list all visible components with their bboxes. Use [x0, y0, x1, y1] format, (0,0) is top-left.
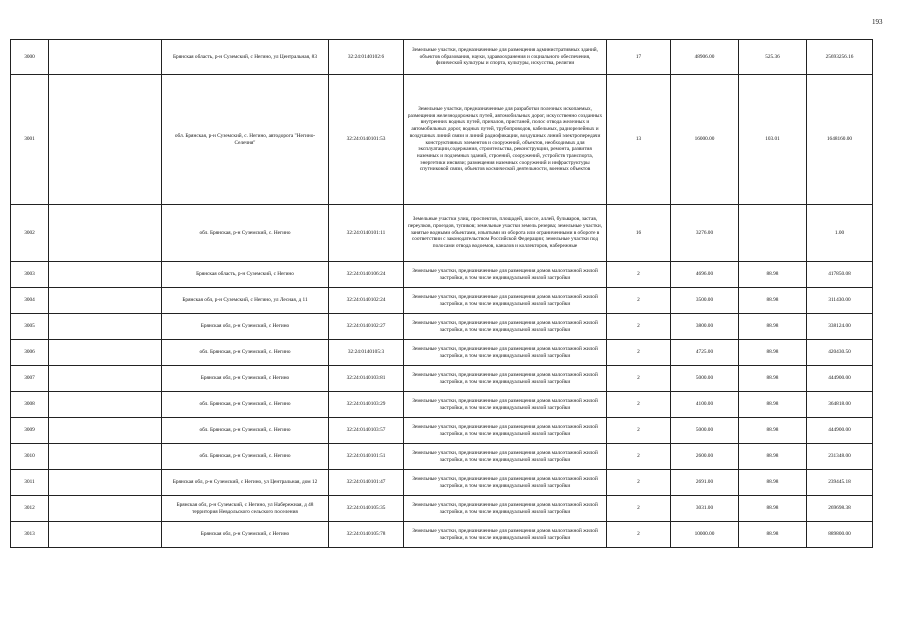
- cadastral-value: 1648160.00: [807, 75, 873, 205]
- row-number: 3003: [11, 262, 49, 288]
- table-body: [11, 40, 873, 548]
- cadastral-value: 311430.00: [807, 288, 873, 314]
- row-number: 3007: [11, 366, 49, 392]
- use-group: 2: [607, 418, 671, 444]
- area-value: 3500.00: [671, 288, 739, 314]
- use-group: 2: [607, 444, 671, 470]
- row-number: 3001: [11, 75, 49, 205]
- specific-cadastral-value: 88.98: [739, 496, 807, 522]
- row-number: 3012: [11, 496, 49, 522]
- table-row: [11, 522, 873, 548]
- use-group: 17: [607, 40, 671, 75]
- address-cell: Брянская обл, р-н Суземский, с Негино, ул Лесная, д 11: [162, 288, 329, 314]
- specific-cadastral-value: 525.36: [739, 40, 807, 75]
- use-group: 13: [607, 75, 671, 205]
- specific-cadastral-value: 88.98: [739, 522, 807, 548]
- table-row: [11, 262, 873, 288]
- cadastral-number: 32:24:0140103:57: [329, 418, 404, 444]
- land-use-description: Земельные участки, предназначенные для размещения домов малоэтажной жилой застройки, в том числе индивидуальной жилой застройки: [404, 470, 607, 496]
- area-value: 4696.00: [671, 262, 739, 288]
- land-use-description: Земельные участки, предназначенные для размещения домов малоэтажной жилой застройки, в том числе индивидуальной жилой застройки: [404, 288, 607, 314]
- use-group: 2: [607, 314, 671, 340]
- land-use-description: Земельные участки, предназначенные для размещения административных зданий, объектов образования, науки, здравоохранения и социального обеспечения, физической культуры и спорта, культуры, искусства, религии: [404, 40, 607, 75]
- row-number: 3005: [11, 314, 49, 340]
- address-cell: Брянская обл, р-н Суземский, с Негино, ул Центральная, дом 12: [162, 470, 329, 496]
- cadastral-number: 32:24:0140106:24: [329, 262, 404, 288]
- area-value: 3276.00: [671, 205, 739, 262]
- specific-cadastral-value: 103.01: [739, 75, 807, 205]
- cadastral-value: 269698.38: [807, 496, 873, 522]
- row-number: 3009: [11, 418, 49, 444]
- land-use-description: Земельные участки, предназначенные для размещения домов малоэтажной жилой застройки, в том числе индивидуальной жилой застройки: [404, 444, 607, 470]
- area-value: 10000.00: [671, 522, 739, 548]
- use-group: 2: [607, 496, 671, 522]
- cadastral-number: 32:24:0140103:81: [329, 366, 404, 392]
- empty-cell: [49, 522, 162, 548]
- cadastral-value: 420430.50: [807, 340, 873, 366]
- row-number: 3011: [11, 470, 49, 496]
- area-value: 4100.00: [671, 392, 739, 418]
- specific-cadastral-value: [739, 205, 807, 262]
- cadastral-value: 364818.00: [807, 392, 873, 418]
- empty-cell: [49, 314, 162, 340]
- table-row: [11, 288, 873, 314]
- land-use-description: Земельные участки, предназначенные для размещения домов малоэтажной жилой застройки, в том числе индивидуальной жилой застройки: [404, 496, 607, 522]
- table-row: [11, 496, 873, 522]
- row-number: 3006: [11, 340, 49, 366]
- area-value: 5000.00: [671, 418, 739, 444]
- address-cell: Брянская область, р-н Суземский, с Негино: [162, 262, 329, 288]
- cadastral-value: 444900.00: [807, 366, 873, 392]
- land-use-description: Земельные участки, предназначенные для размещения домов малоэтажной жилой застройки, в том числе индивидуальной жилой застройки: [404, 522, 607, 548]
- row-number: 3000: [11, 40, 49, 75]
- specific-cadastral-value: 88.98: [739, 366, 807, 392]
- empty-cell: [49, 40, 162, 75]
- empty-cell: [49, 288, 162, 314]
- land-use-description: Земельные участки улиц, проспектов, площадей, шоссе, аллей, бульваров, застав, переулков, проездов, тупиков; земельные участки земель резерва; земельные участки, занятые водными объектами, изъятыми из оборота или ограниченными в обороте в соответствии с законодательством Российской Федерации; земельные участки под полосами отвода водоемов, каналов и коллекторов, набережные: [404, 205, 607, 262]
- area-value: 48906.00: [671, 40, 739, 75]
- empty-cell: [49, 444, 162, 470]
- land-use-description: Земельные участки, предназначенные для размещения домов малоэтажной жилой застройки, в том числе индивидуальной жилой застройки: [404, 340, 607, 366]
- cadastral-number: 32:24:0140105:78: [329, 522, 404, 548]
- cadastral-value: 231348.00: [807, 444, 873, 470]
- table-row: [11, 314, 873, 340]
- address-cell: обл. Брянская, р-н Суземский, с. Негино: [162, 444, 329, 470]
- area-value: 3800.00: [671, 314, 739, 340]
- table-row: [11, 205, 873, 262]
- use-group: 16: [607, 205, 671, 262]
- empty-cell: [49, 262, 162, 288]
- specific-cadastral-value: 88.98: [739, 470, 807, 496]
- land-use-description: Земельные участки, предназначенные для размещения домов малоэтажной жилой застройки, в том числе индивидуальной жилой застройки: [404, 366, 607, 392]
- table-row: [11, 340, 873, 366]
- empty-cell: [49, 418, 162, 444]
- area-value: 2691.00: [671, 470, 739, 496]
- table-row: [11, 418, 873, 444]
- address-cell: обл. Брянская, р-н Суземский, с. Негино: [162, 340, 329, 366]
- cadastral-value: 417850.08: [807, 262, 873, 288]
- address-cell: обл. Брянская, р-н Суземский, с. Негино, автодорога "Негино-Селечня": [162, 75, 329, 205]
- empty-cell: [49, 75, 162, 205]
- cadastral-value: 239445.18: [807, 470, 873, 496]
- empty-cell: [49, 366, 162, 392]
- cadastral-number: 32:24:0140105:3: [329, 340, 404, 366]
- land-use-description: Земельные участки, предназначенные для размещения домов малоэтажной жилой застройки, в том числе индивидуальной жилой застройки: [404, 418, 607, 444]
- address-cell: Брянская обл, р-н Суземский, с Негино: [162, 314, 329, 340]
- table-row: [11, 392, 873, 418]
- page-number: 193: [872, 18, 883, 26]
- use-group: 2: [607, 366, 671, 392]
- use-group: 2: [607, 392, 671, 418]
- row-number: 3004: [11, 288, 49, 314]
- address-cell: Брянская обл, р-н Суземский, с Негино: [162, 522, 329, 548]
- area-value: 3031.00: [671, 496, 739, 522]
- empty-cell: [49, 392, 162, 418]
- row-number: 3008: [11, 392, 49, 418]
- land-use-description: Земельные участки, предназначенные для размещения домов малоэтажной жилой застройки, в том числе индивидуальной жилой застройки: [404, 314, 607, 340]
- empty-cell: [49, 340, 162, 366]
- cadastral-number: 32:24:0140101:11: [329, 205, 404, 262]
- cadastral-number: 32:24:0140103:29: [329, 392, 404, 418]
- empty-cell: [49, 205, 162, 262]
- use-group: 2: [607, 340, 671, 366]
- land-use-description: Земельные участки, предназначенные для размещения домов малоэтажной жилой застройки, в том числе индивидуальной жилой застройки: [404, 392, 607, 418]
- table-row: [11, 366, 873, 392]
- specific-cadastral-value: 88.98: [739, 262, 807, 288]
- specific-cadastral-value: 88.98: [739, 418, 807, 444]
- table-row: [11, 470, 873, 496]
- specific-cadastral-value: 88.98: [739, 444, 807, 470]
- empty-cell: [49, 496, 162, 522]
- land-registry-table: [10, 39, 873, 548]
- address-cell: обл. Брянская, р-н Суземский, с. Негино: [162, 205, 329, 262]
- area-value: 16000.00: [671, 75, 739, 205]
- cadastral-value: 1.00: [807, 205, 873, 262]
- row-number: 3013: [11, 522, 49, 548]
- land-use-description: Земельные участки, предназначенные для размещения домов малоэтажной жилой застройки, в том числе индивидуальной жилой застройки: [404, 262, 607, 288]
- specific-cadastral-value: 88.98: [739, 392, 807, 418]
- area-value: 4725.00: [671, 340, 739, 366]
- cadastral-value: 889800.00: [807, 522, 873, 548]
- cadastral-number: 32:24:0140105:35: [329, 496, 404, 522]
- table-row: [11, 444, 873, 470]
- address-cell: обл. Брянская, р-н Суземский, с. Негино: [162, 418, 329, 444]
- cadastral-value: 338124.00: [807, 314, 873, 340]
- cadastral-number: 32:24:0140101:47: [329, 470, 404, 496]
- cadastral-number: 32:24:0140102:24: [329, 288, 404, 314]
- address-cell: Брянская область, р-н Суземский, с Негино, ул Центральная, 83: [162, 40, 329, 75]
- address-cell: обл. Брянская, р-н Суземский, с. Негино: [162, 392, 329, 418]
- row-number: 3002: [11, 205, 49, 262]
- use-group: 2: [607, 522, 671, 548]
- table-row: [11, 75, 873, 205]
- use-group: 2: [607, 262, 671, 288]
- cadastral-number: 32:24:0140101:53: [329, 75, 404, 205]
- cadastral-value: 25693256.16: [807, 40, 873, 75]
- empty-cell: [49, 470, 162, 496]
- cadastral-number: 32:24:0140102:6: [329, 40, 404, 75]
- specific-cadastral-value: 88.98: [739, 314, 807, 340]
- row-number: 3010: [11, 444, 49, 470]
- use-group: 2: [607, 288, 671, 314]
- specific-cadastral-value: 88.98: [739, 340, 807, 366]
- land-use-description: Земельные участки, предназначенные для разработки полезных ископаемых, размещения железнодорожных путей, автомобильных дорог, искусственно созданных внутренних водных путей, причалов, пристаней, полос отвода железных и автомобильных дорог, водных путей, трубопроводов, кабельных, радиорелейных и воздушных линий связи и линий радиофикации, воздушных линий электропередачи конструктивных элементов и сооружений, объектов, необходимых для эксплуатации,содержания, строительства, реконструкции, ремонта, развития наземных и подземных зданий, строений, сооружений, устройств транспорта, энергетики инсвязи; размещения наземных сооружений и инфраструктуры спутниковой связи, объектов космической деятельности, военных объектов: [404, 75, 607, 205]
- area-value: 5000.00: [671, 366, 739, 392]
- cadastral-number: 32:24:0140102:27: [329, 314, 404, 340]
- cadastral-value: 444900.00: [807, 418, 873, 444]
- address-cell: Брянская обл, р-н Суземский, с Негино, ул Набережная, д 48 территория Невдольского сельского поселения: [162, 496, 329, 522]
- cadastral-number: 32:24:0140101:51: [329, 444, 404, 470]
- use-group: 2: [607, 470, 671, 496]
- address-cell: Брянская обл, р-н Суземский, с Негино: [162, 366, 329, 392]
- area-value: 2600.00: [671, 444, 739, 470]
- table-row: [11, 40, 873, 75]
- specific-cadastral-value: 88.98: [739, 288, 807, 314]
